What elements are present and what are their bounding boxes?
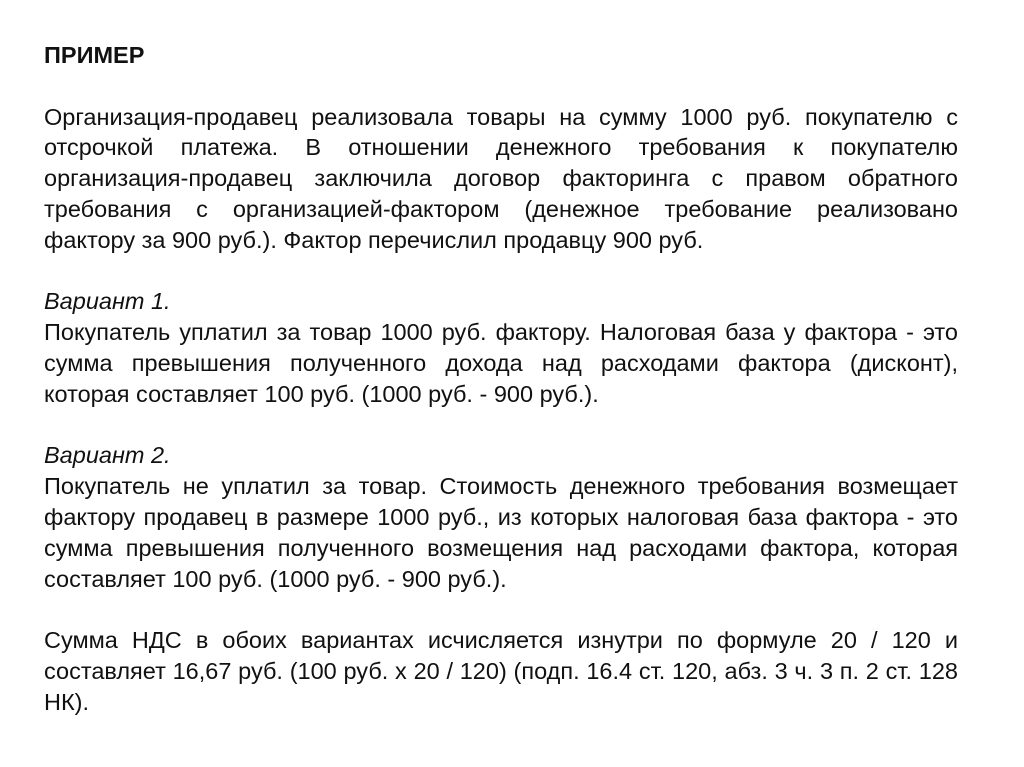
variant-2-title: Вариант 2.	[44, 442, 171, 469]
conclusion-paragraph: Сумма НДС в обоих вариантах исчисляется изнутри по формуле 20 / 120 и составляет 16,67 руб. (100 руб. х 20 / 120) (подп. 16.4 ст. 120, абз. 3 ч. 3 п. 2 ст. 128 НК).	[44, 627, 958, 715]
example-heading: ПРИМЕР	[44, 42, 145, 68]
slide-content	[44, 40, 958, 718]
spacer	[44, 256, 958, 287]
spacer	[44, 594, 958, 625]
variant-2-text: Покупатель не уплатил за товар. Стоимость денежного требования возмещает фактору продавец в размере 1000 руб., из которых налоговая база фактора - это сумма превышения полученного возмещения над расходами фактора, которая составляет 100 руб. (1000 руб. - 900 руб.).	[44, 473, 958, 592]
variant-1-title: Вариант 1.	[44, 288, 171, 315]
intro-paragraph: Организация-продавец реализовала товары на сумму 1000 руб. покупателю с отсрочкой платежа. В отношении денежного требования к покупателю организация-продавец заключила договор факторинга с правом обратного требования с организацией-фактором (денежное требование реализовано фактору за 900 руб.). Фактор перечислил продавцу 900 руб.	[44, 103, 958, 253]
spacer	[44, 71, 958, 102]
variant-1-text: Покупатель уплатил за товар 1000 руб. фактору. Налоговая база у фактора - это сумма превышения полученного дохода над расходами фактора (дисконт), которая составляет 100 руб. (1000 руб. - 900 руб.).	[44, 319, 958, 407]
spacer	[44, 410, 958, 441]
